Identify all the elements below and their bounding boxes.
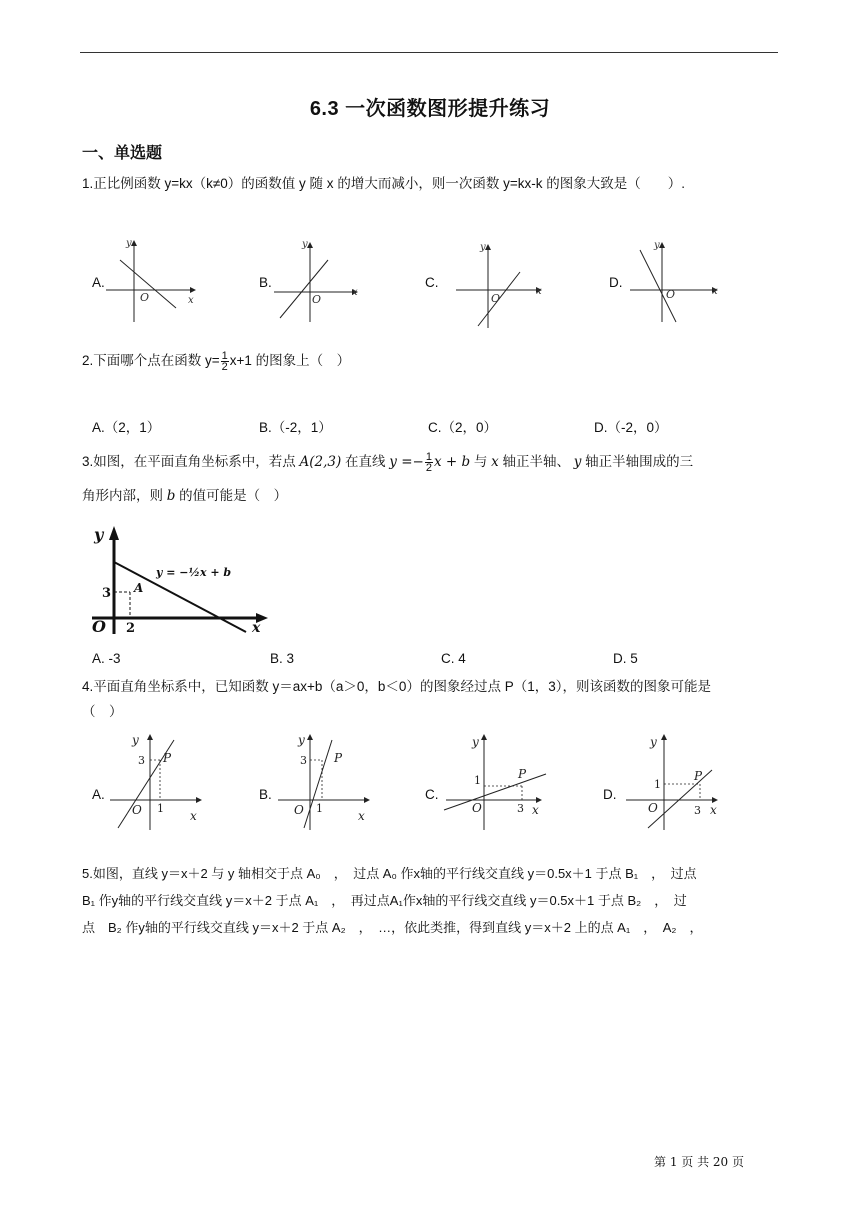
q3-eq-rhs: x + b — [433, 454, 471, 470]
q1-option-c-label: C. — [425, 275, 439, 290]
y-axis-label: y — [298, 733, 305, 747]
question-4-line-1: 4.平面直角坐标系中，已知函数 y＝ax+b（a＞0，b＜0）的图象经过点 P（1，3），则该函数的图象可能是 — [82, 679, 711, 694]
x-axis-label: x — [712, 286, 718, 297]
q1-graph-a — [104, 238, 196, 324]
q3-text: 与 — [470, 454, 492, 469]
tick-3-label: 3 — [694, 804, 701, 817]
page-number-footer: 第 1 页 共 20 页 — [654, 1155, 744, 1169]
tick-1-label: 1 — [157, 802, 164, 815]
q3-text: 3.如图，在平面直角坐标系中，若点 — [82, 454, 300, 469]
question-3-line-1 — [82, 448, 693, 476]
q4-option-a-label: A. — [92, 787, 105, 802]
x-axis-label: x — [190, 809, 197, 823]
tick-1-label: 1 — [474, 774, 481, 787]
point-p-label: P — [518, 767, 527, 781]
q4-graph-d — [622, 728, 734, 832]
tick-3-label: 3 — [102, 586, 112, 601]
origin-label: O — [666, 288, 676, 301]
q3-frac-den: 2 — [425, 461, 432, 474]
point-p-label: P — [334, 751, 343, 765]
question-2-text — [82, 347, 350, 375]
y-axis-label: y — [132, 733, 139, 747]
origin-label: O — [312, 293, 322, 306]
tick-3-label: 3 — [517, 802, 524, 815]
x-axis-label: x — [710, 803, 717, 817]
question-5-line-2: B₁ 作y轴的平行线交直线 y＝x＋2 于点 A₁ ， 再过点A₁作x轴的平行线交直线 y＝0.5x＋1 于点 B₂ ， 过 — [82, 893, 687, 908]
q4-graph-c — [440, 728, 556, 832]
point-p-label: P — [694, 769, 703, 783]
q2-frac-den: 2 — [221, 360, 228, 373]
q1-option-a-label: A. — [92, 275, 105, 290]
q2-option-b: B.（-2，1） — [259, 420, 332, 435]
page-title: 6.3 一次函数图形提升练习 — [309, 98, 551, 120]
q2-text-after: x+1 的图象上（ ） — [229, 353, 351, 368]
y-axis-label: y — [650, 735, 657, 749]
q3-text: 轴正半轴、 — [498, 454, 574, 469]
x-axis-label: x — [358, 809, 365, 823]
q3-fraction — [425, 452, 433, 473]
q3-text: 轴正半轴围成的三 — [581, 454, 694, 469]
point-a-label: A — [134, 581, 144, 595]
q1-graph-d — [628, 236, 720, 326]
y-axis-label: y — [480, 242, 486, 253]
q2-option-a: A.（2，1） — [92, 420, 161, 435]
x-axis-label: x — [536, 286, 542, 297]
q4-graph-b — [272, 728, 382, 832]
section-heading: 一、单选题 — [82, 145, 163, 162]
tick-1-label: 1 — [654, 778, 661, 791]
y-axis-label: y — [302, 239, 308, 250]
q3-text: 的值可能是（ ） — [175, 488, 288, 503]
x-axis-label: x — [352, 287, 358, 298]
tick-1-label: 1 — [316, 802, 323, 815]
q3-frac-num: 1 — [425, 450, 432, 463]
q4-option-c-label: C. — [425, 787, 439, 802]
x-axis-label: x — [252, 620, 261, 636]
q4-graph-a — [104, 728, 214, 832]
q3-text: 角形内部，则 — [82, 488, 167, 503]
q3-option-c: C. 4 — [441, 651, 466, 666]
point-p-label: P — [163, 751, 172, 765]
q1-graph-c — [454, 240, 548, 330]
q3-figure — [86, 522, 276, 640]
header-rule — [80, 52, 778, 53]
q3-eq-lhs: y =− — [389, 454, 424, 470]
question-5-line-1: 5.如图，直线 y＝x＋2 与 y 轴相交于点 A₀ ， 过点 A₀ 作x轴的平行线交直线 y＝0.5x＋1 于点 B₁ ， 过点 — [82, 866, 697, 881]
tick-3-label: 3 — [300, 754, 307, 767]
q2-fraction — [221, 351, 229, 372]
x-axis-label: x — [188, 295, 194, 306]
q1-option-d-label: D. — [609, 275, 623, 290]
q2-frac-num: 1 — [221, 349, 228, 362]
question-5-line-3: 点 B₂ 作y轴的平行线交直线 y＝x＋2 于点 A₂ ， …，依此类推，得到直线 y＝x＋2 上的点 A₁ ， A₂ ， — [82, 920, 703, 935]
question-1-text: 1.正比例函数 y=kx（k≠0）的函数值 y 随 x 的增大而减小，则一次函数 y=kx-k 的图象大致是（ ）. — [82, 176, 685, 191]
q3-option-a: A. -3 — [92, 651, 121, 666]
y-axis-label: y — [94, 525, 104, 544]
question-4-line-2: （ ） — [82, 704, 123, 719]
q4-option-b-label: B. — [259, 787, 272, 802]
q4-option-d-label: D. — [603, 787, 617, 802]
q3-x-var: x — [491, 454, 499, 470]
q3-option-d: D. 5 — [613, 651, 638, 666]
q2-text-before: 2.下面哪个点在函数 y= — [82, 353, 220, 368]
x-axis-label: x — [532, 803, 539, 817]
origin-label: O — [472, 801, 482, 815]
q3-text: 在直线 — [341, 454, 390, 469]
q3-option-b: B. 3 — [270, 651, 295, 666]
q3-point: A(2,3) — [299, 454, 342, 470]
y-axis-label: y — [654, 240, 660, 251]
origin-label: O — [140, 291, 150, 304]
q3-b-var: b — [166, 488, 176, 504]
origin-label: O — [132, 803, 142, 817]
y-axis-label: y — [126, 238, 132, 249]
origin-label: O — [92, 617, 106, 636]
q3-y-var: y — [573, 454, 582, 470]
tick-2-label: 2 — [126, 621, 136, 636]
y-axis-label: y — [472, 735, 479, 749]
origin-label: O — [294, 803, 304, 817]
line-equation-label: y = −½x + b — [156, 566, 232, 579]
q2-option-d: D.（-2，0） — [594, 420, 668, 435]
q1-graph-b — [272, 238, 364, 324]
q1-option-b-label: B. — [259, 275, 272, 290]
tick-3-label: 3 — [138, 754, 145, 767]
origin-label: O — [491, 292, 501, 305]
origin-label: O — [648, 801, 658, 815]
question-3-line-2 — [82, 482, 287, 510]
q2-option-c: C.（2，0） — [428, 420, 498, 435]
